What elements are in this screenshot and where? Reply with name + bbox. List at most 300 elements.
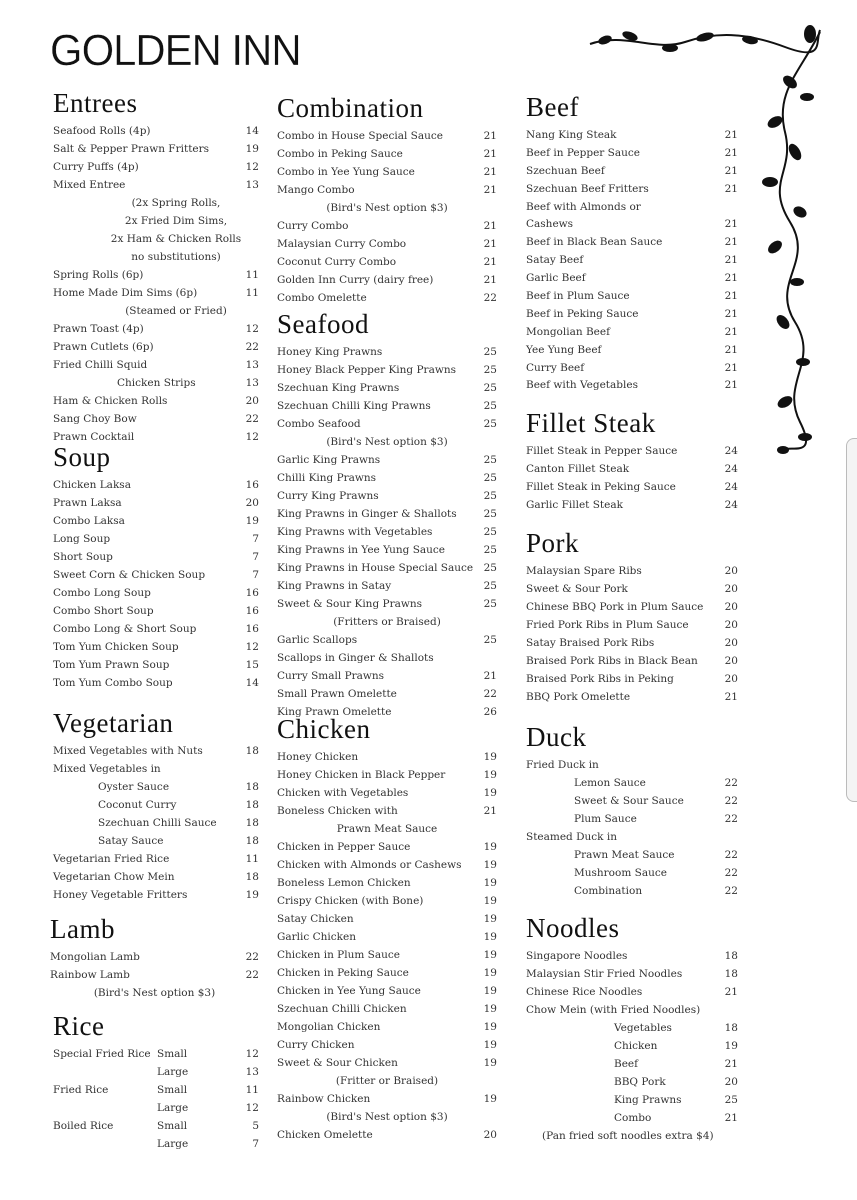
item-name: King Prawn Omelette (277, 706, 392, 718)
item-name: Sweet & Sour King Prawns (277, 598, 422, 610)
item-price: 19 (483, 787, 497, 799)
menu-item (526, 1037, 738, 1055)
item-name: Mongolian Chicken (277, 1021, 381, 1033)
item-price: 19 (483, 1003, 497, 1015)
item-name: (2x Spring Rolls, (131, 197, 221, 209)
menu-item (526, 162, 738, 180)
item-price: 24 (724, 445, 738, 457)
item-name: Sweet Corn & Chicken Soup (53, 569, 206, 581)
item-price: 21 (724, 379, 738, 392)
menu-item (526, 180, 738, 198)
item-name: (Bird's Nest option $3) (93, 987, 216, 999)
item-name: Braised Pork Ribs in Black Bean (526, 655, 698, 667)
item-price: 16 (245, 479, 259, 491)
item-name: Vegetables (614, 1022, 672, 1034)
item-name: Beef in Pepper Sauce (526, 146, 640, 159)
menu-item (53, 742, 259, 760)
item-price: 16 (245, 623, 259, 635)
item-size: Small (157, 1048, 188, 1060)
item-price: 25 (483, 490, 497, 502)
menu-item (526, 478, 738, 496)
item-price: 12 (245, 323, 259, 335)
item-price: 21 (724, 146, 738, 159)
menu-item (277, 235, 497, 253)
item-name: Coconut Curry Combo (277, 256, 397, 268)
item-name: Cashews (526, 218, 574, 231)
menu-item (277, 631, 497, 649)
item-price: 16 (245, 605, 259, 617)
menu-item (526, 323, 738, 341)
item-price: 19 (483, 769, 497, 781)
item-price: 22 (724, 885, 738, 897)
menu-item (53, 760, 259, 778)
item-price: 5 (252, 1120, 259, 1132)
item-price: 25 (483, 544, 497, 556)
item-name: 2x Fried Dim Sims, (124, 215, 228, 227)
section-noodles (526, 913, 738, 1145)
section-heading: Chicken (277, 714, 371, 744)
item-name: Garlic Fillet Steak (526, 499, 623, 511)
item-name: Mushroom Sauce (574, 867, 667, 879)
item-name: Mongolian Beef (526, 325, 610, 338)
item-price: 7 (252, 1138, 259, 1150)
item-name: (Pan fried soft noodles extra $4) (542, 1130, 714, 1142)
item-price: 22 (245, 413, 259, 425)
section-pork (526, 528, 738, 706)
item-price: 20 (724, 601, 738, 613)
menu-item (277, 469, 497, 487)
item-price: 20 (724, 565, 738, 577)
item-name: Garlic Beef (526, 272, 586, 285)
item-name: Combo Laksa (53, 515, 125, 527)
item-name: Combo Long Soup (53, 587, 151, 599)
item-price: 22 (483, 688, 497, 700)
item-size: Small (157, 1084, 188, 1096)
item-price: 19 (483, 895, 497, 907)
item-price: 21 (724, 164, 738, 177)
menu-item (526, 947, 738, 965)
item-price: 21 (483, 148, 497, 160)
item-price: 21 (724, 272, 738, 285)
item-name: Prawn Cocktail (53, 431, 135, 443)
menu-item (277, 667, 497, 685)
menu-item (53, 674, 259, 692)
item-price: 21 (724, 290, 738, 303)
item-price: 19 (483, 1021, 497, 1033)
menu-item (277, 595, 497, 613)
menu-item (526, 965, 738, 983)
menu-item (53, 410, 259, 428)
item-name: (Fritters or Braised) (333, 616, 441, 628)
item-name: Short Soup (53, 551, 113, 563)
item-name: Special Fried Rice (53, 1048, 151, 1060)
menu-item (526, 598, 738, 616)
item-price: 25 (483, 346, 497, 358)
item-price: 22 (245, 951, 259, 963)
item-price: 19 (245, 143, 259, 155)
item-price: 21 (483, 670, 497, 682)
item-name: Combo (614, 1112, 652, 1124)
item-size: Large (157, 1066, 189, 1078)
item-name: Combo in House Special Sauce (277, 130, 443, 142)
item-name: Curry Small Prawns (277, 670, 385, 682)
item-name: Crispy Chicken (with Bone) (277, 895, 424, 907)
menu-item (53, 1063, 259, 1081)
item-name: Chicken with Vegetables (277, 787, 409, 799)
item-name: Szechuan Chilli King Prawns (277, 400, 431, 412)
item-name: Yee Yung Beef (526, 343, 602, 356)
item-price: 20 (724, 673, 738, 685)
item-name: Prawn Laksa (53, 497, 122, 509)
menu-item (53, 656, 259, 674)
item-price: 16 (245, 587, 259, 599)
item-price: 22 (724, 813, 738, 825)
menu-item (53, 584, 259, 602)
item-name: Combo Short Soup (53, 605, 154, 617)
menu-item (53, 392, 259, 410)
menu-item (53, 374, 259, 392)
item-name: Scallops in Ginger & Shallots (277, 652, 434, 664)
section-heading: Pork (526, 528, 580, 558)
menu-item (526, 670, 738, 688)
item-price: 22 (245, 341, 259, 353)
item-price: 12 (245, 641, 259, 653)
item-name: no substitutions) (131, 251, 221, 263)
menu-item (53, 602, 259, 620)
menu-item (277, 541, 497, 559)
menu-item (53, 266, 259, 284)
item-price: 21 (724, 1058, 738, 1070)
item-name: Garlic Chicken (277, 931, 356, 943)
item-name: Boneless Lemon Chicken (277, 877, 411, 889)
item-name: Singapore Noodles (526, 950, 628, 962)
item-name: Rainbow Chicken (277, 1093, 371, 1105)
item-price: 21 (483, 166, 497, 178)
item-price: 19 (483, 985, 497, 997)
section-duck (526, 722, 738, 900)
item-name: Satay Beef (526, 254, 584, 267)
menu-item (53, 1135, 259, 1153)
menu-item (53, 320, 259, 338)
item-price: 7 (252, 569, 259, 581)
item-price: 13 (245, 179, 259, 191)
item-name: Fillet Steak in Pepper Sauce (526, 445, 678, 457)
menu-note (277, 820, 497, 838)
section-lamb (50, 914, 259, 1002)
section-seafood (277, 309, 497, 721)
menu-item (277, 964, 497, 982)
item-price: 25 (483, 508, 497, 520)
menu-note (53, 212, 259, 230)
item-price: 25 (483, 598, 497, 610)
menu-item (277, 145, 497, 163)
item-name: Tom Yum Prawn Soup (53, 659, 170, 671)
menu-item (277, 271, 497, 289)
menu-item (277, 856, 497, 874)
item-price: 20 (245, 395, 259, 407)
item-price: 11 (245, 853, 259, 865)
section-beef (526, 92, 738, 394)
menu-item (526, 1019, 738, 1037)
item-name: Honey Chicken (277, 751, 359, 763)
menu-item (277, 685, 497, 703)
item-name: Beef in Plum Sauce (526, 290, 630, 303)
item-price: 20 (724, 637, 738, 649)
item-price: 21 (724, 182, 738, 195)
item-name: Canton Fillet Steak (526, 463, 630, 475)
menu-item (277, 217, 497, 235)
item-price: 19 (483, 1093, 497, 1105)
menu-note (277, 433, 497, 451)
item-name: King Prawns with Vegetables (277, 526, 433, 538)
item-price: 19 (483, 931, 497, 943)
menu-item (53, 356, 259, 374)
item-price: 21 (724, 986, 738, 998)
item-name: Prawn Meat Sauce (574, 849, 675, 861)
item-price: 22 (245, 969, 259, 981)
menu-item (277, 1036, 497, 1054)
section-heading: Combination (277, 93, 424, 123)
item-price: 13 (245, 377, 259, 389)
item-name: Combo in Yee Yung Sauce (277, 166, 415, 178)
item-price: 21 (724, 218, 738, 231)
item-name: Sweet & Sour Chicken (277, 1057, 398, 1069)
section-heading: Noodles (526, 913, 620, 943)
item-price: 25 (483, 580, 497, 592)
item-name: Fried Pork Ribs in Plum Sauce (526, 619, 689, 631)
item-price: 19 (483, 859, 497, 871)
section-entrees (53, 88, 259, 446)
item-price: 26 (483, 706, 497, 718)
menu-item (277, 1126, 497, 1144)
menu-note (53, 194, 259, 212)
item-name: Tom Yum Combo Soup (53, 677, 173, 689)
item-name: Szechuan Chilli Chicken (277, 1003, 407, 1015)
item-name: Seafood Rolls (4p) (53, 125, 151, 137)
item-name: Coconut Curry (98, 799, 177, 811)
menu-item (53, 548, 259, 566)
item-name: Salt & Pepper Prawn Fritters (53, 143, 210, 155)
item-name: Mango Combo (277, 184, 355, 196)
section-soup (53, 442, 259, 692)
item-name: Boneless Chicken with (277, 805, 398, 817)
item-price: 12 (245, 431, 259, 443)
menu-item (277, 910, 497, 928)
item-name: Long Soup (53, 533, 111, 545)
item-name: King Prawns in Ginger & Shallots (277, 508, 457, 520)
item-name: Fillet Steak in Peking Sauce (526, 481, 676, 493)
item-name: Mongolian Lamb (50, 951, 140, 963)
menu-item (277, 577, 497, 595)
menu-item (526, 983, 738, 1001)
section-heading: Rice (53, 1011, 105, 1041)
menu-item (53, 494, 259, 512)
menu-item (526, 1073, 738, 1091)
menu-item (277, 361, 497, 379)
item-name: Rainbow Lamb (50, 969, 130, 981)
menu-item (526, 287, 738, 305)
item-price: 21 (483, 130, 497, 142)
menu-item (526, 1091, 738, 1109)
menu-item (277, 1090, 497, 1108)
item-name: Boiled Rice (53, 1120, 114, 1132)
menu-item (526, 828, 738, 846)
menu-item (53, 530, 259, 548)
section-heading: Beef (526, 92, 579, 122)
item-name: Vegetarian Chow Mein (53, 871, 175, 883)
item-name: Beef in Peking Sauce (526, 307, 639, 320)
item-price: 21 (724, 129, 738, 141)
item-name: Combo Long & Short Soup (53, 623, 197, 635)
menu-item (526, 634, 738, 652)
menu-item (526, 756, 738, 774)
item-price: 19 (724, 1040, 738, 1052)
item-name: Satay Chicken (277, 913, 354, 925)
item-name: Curry Puffs (4p) (53, 161, 139, 173)
item-price: 24 (724, 463, 738, 475)
section-heading: Seafood (277, 309, 369, 339)
item-name: Satay Sauce (98, 835, 164, 847)
menu-note (526, 1127, 738, 1145)
menu-item (53, 886, 259, 904)
item-name: Curry Beef (526, 361, 585, 374)
menu-note (277, 199, 497, 217)
item-price: 7 (252, 533, 259, 545)
item-price: 19 (245, 889, 259, 901)
menu-item (277, 289, 497, 307)
item-name: Szechuan King Prawns (277, 382, 400, 394)
menu-item (277, 253, 497, 271)
restaurant-title: GOLDEN INN (50, 26, 301, 75)
menu-item (277, 928, 497, 946)
menu-item (53, 868, 259, 886)
menu-item (53, 140, 259, 158)
menu-item (526, 376, 738, 394)
item-name: BBQ Pork Omelette (526, 691, 631, 703)
item-price: 18 (724, 950, 738, 962)
menu-item (277, 1018, 497, 1036)
item-name: Chicken in Peking Sauce (277, 967, 409, 979)
item-name: Chicken Omelette (277, 1129, 373, 1141)
menu-item (526, 616, 738, 634)
item-name: 2x Ham & Chicken Rolls (110, 233, 242, 245)
menu-item (526, 864, 738, 882)
item-name: Curry Combo (277, 220, 349, 232)
item-name: Ham & Chicken Rolls (53, 395, 168, 407)
item-price: 19 (483, 949, 497, 961)
item-price: 21 (483, 184, 497, 196)
menu-item (277, 343, 497, 361)
item-name: Mixed Entree (53, 179, 126, 191)
item-name: Chicken in Yee Yung Sauce (277, 985, 421, 997)
item-name: Combo in Peking Sauce (277, 148, 403, 160)
menu-item (526, 442, 738, 460)
menu-item (277, 784, 497, 802)
menu-item (277, 982, 497, 1000)
menu-item (277, 1054, 497, 1072)
item-price: 25 (483, 382, 497, 394)
menu-note (53, 248, 259, 266)
item-name: Garlic Scallops (277, 634, 358, 646)
menu-item (526, 1109, 738, 1127)
menu-item (277, 892, 497, 910)
menu-item (277, 946, 497, 964)
item-name: King Prawns in Yee Yung Sauce (277, 544, 445, 556)
item-price: 18 (245, 871, 259, 883)
item-price: 20 (724, 619, 738, 631)
menu-item (53, 620, 259, 638)
item-name: Fried Rice (53, 1084, 109, 1096)
menu-item (277, 874, 497, 892)
item-price: 11 (245, 1084, 259, 1096)
item-name: King Prawns in Satay (277, 580, 392, 592)
menu-item (526, 251, 738, 269)
item-name: Malaysian Curry Combo (277, 238, 407, 250)
section-heading: Entrees (53, 88, 138, 118)
item-price: 12 (245, 161, 259, 173)
item-price: 11 (245, 287, 259, 299)
item-name: Honey Black Pepper King Prawns (277, 364, 456, 376)
item-price: 25 (483, 634, 497, 646)
item-price: 22 (724, 867, 738, 879)
item-price: 25 (483, 526, 497, 538)
item-name: Sang Choy Bow (53, 413, 137, 425)
item-price: 19 (483, 967, 497, 979)
item-name: Oyster Sauce (98, 781, 170, 793)
item-name: Chicken (614, 1040, 658, 1052)
item-name: Fried Duck in (526, 759, 599, 771)
item-name: (Bird's Nest option $3) (326, 1111, 448, 1123)
item-price: 22 (724, 777, 738, 789)
menu-item (526, 792, 738, 810)
section-veg (53, 708, 259, 904)
item-name: Satay Braised Pork Ribs (526, 637, 655, 649)
section-heading: Duck (526, 722, 587, 752)
item-name: Beef (614, 1058, 639, 1070)
item-name: Garlic King Prawns (277, 454, 381, 466)
scrollbar[interactable] (846, 438, 857, 802)
item-name: Sweet & Sour Sauce (574, 795, 684, 807)
item-size: Large (157, 1102, 189, 1114)
menu-item (526, 562, 738, 580)
item-price: 14 (245, 677, 259, 689)
section-heading: Lamb (50, 914, 115, 944)
item-price: 25 (483, 562, 497, 574)
menu-item (277, 379, 497, 397)
item-price: 24 (724, 499, 738, 511)
item-price: 25 (483, 454, 497, 466)
item-name: Honey Chicken in Black Pepper (277, 769, 446, 781)
section-heading: Fillet Steak (526, 408, 656, 438)
item-name: Beef with Vegetables (526, 379, 638, 392)
item-price: 18 (245, 745, 259, 757)
item-price: 15 (245, 659, 259, 671)
item-price: 22 (724, 795, 738, 807)
item-name: Small Prawn Omelette (277, 688, 397, 700)
item-name: BBQ Pork (614, 1076, 666, 1088)
menu-item (277, 748, 497, 766)
item-name: Beef in Black Bean Sauce (526, 236, 663, 249)
menu-item (53, 566, 259, 584)
menu-item (526, 810, 738, 828)
menu-item (277, 127, 497, 145)
menu-item (277, 802, 497, 820)
item-price: 25 (483, 400, 497, 412)
item-name: Chicken with Almonds or Cashews (277, 859, 462, 871)
item-price: 21 (483, 805, 497, 817)
menu-item (526, 652, 738, 670)
item-name: Prawn Toast (4p) (53, 323, 144, 335)
